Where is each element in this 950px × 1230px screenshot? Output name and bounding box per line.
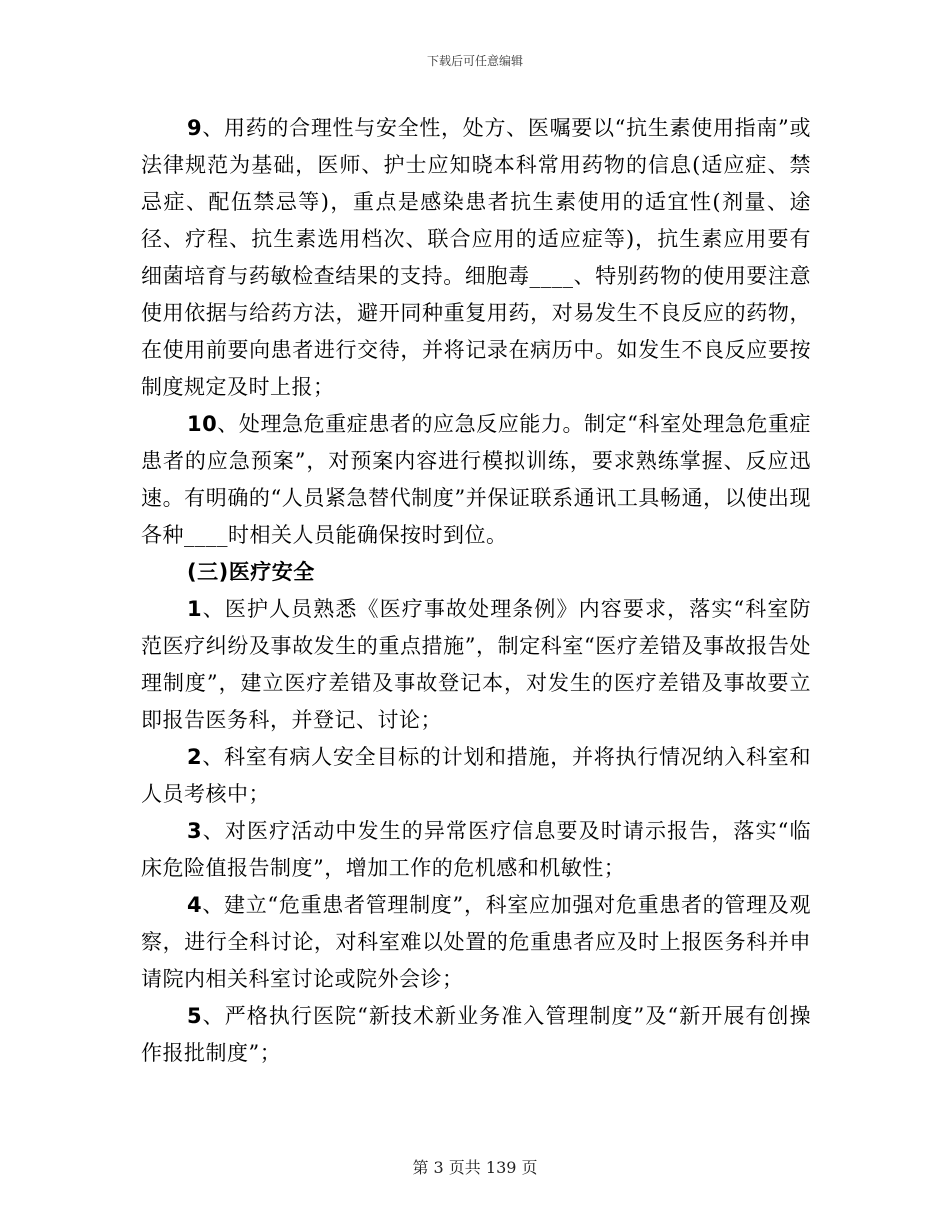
paragraph-text: 、严格执行医院“新技术新业务准入管理制度”及“新开展有创操作报批制度”； bbox=[141, 1004, 811, 1065]
section-item-1 bbox=[141, 591, 811, 739]
paragraph-number: 9 bbox=[187, 116, 203, 140]
paragraph-item-9 bbox=[141, 110, 811, 406]
section-item-2 bbox=[141, 739, 811, 813]
page-header: 下载后可任意编辑 bbox=[426, 54, 523, 68]
paragraph-number: 5 bbox=[187, 1004, 203, 1028]
paragraph-number: 2 bbox=[187, 745, 203, 769]
paragraph-text: 、处理急危重症患者的应急反应能力。制定“科室处理急危重症患者的应急预案”，对预案内容进行模拟训练，要求熟练掌握、反应迅速。有明确的“人员紧急替代制度”并保证联系通讯工具畅通，以使出现各种____时相关人员能确保按时到位。 bbox=[141, 412, 811, 547]
paragraph-number: 10 bbox=[187, 412, 218, 436]
section-item-3 bbox=[141, 813, 811, 887]
paragraph-text: 、用药的合理性与安全性，处方、医嘱要以“抗生素使用指南”或法律规范为基础，医师、护士应知晓本科常用药物的信息(适应症、禁忌症、配伍禁忌等)，重点是感染患者抗生素使用的适宜性(剂量、途径、疗程、抗生素选用档次、联合应用的适应症等)，抗生素应用要有细菌培育与药敏检查结果的支持。细胞毒____、特别药物的使用要注意使用依据与给药方法，避开同种重复用药，对易发生不良反应的药物，在使用前要向患者进行交待，并将记录在病历中。如发生不良反应要按制度规定及时上报； bbox=[141, 116, 811, 399]
paragraph-text: 、科室有病人安全目标的计划和措施，并将执行情况纳入科室和人员考核中； bbox=[141, 745, 811, 806]
paragraph-text: 、对医疗活动中发生的异常医疗信息要及时请示报告，落实“临床危险值报告制度”，增加工作的危机感和机敏性； bbox=[141, 819, 811, 880]
paragraph-number: 4 bbox=[187, 893, 203, 917]
section-item-5 bbox=[141, 998, 811, 1072]
paragraph-text: 、建立“危重患者管理制度”，科室应加强对危重患者的管理及观察，进行全科讨论，对科室难以处置的危重患者应及时上报医务科并申请院内相关科室讨论或院外会诊； bbox=[141, 893, 811, 991]
section-heading: (三)医疗安全 bbox=[187, 560, 315, 584]
section-item-4 bbox=[141, 887, 811, 998]
paragraph-number: 3 bbox=[187, 819, 203, 843]
paragraph-text: 、医护人员熟悉《医疗事故处理条例》内容要求，落实“科室防范医疗纠纷及事故发生的重点措施”，制定科室“医疗差错及事故报告处理制度”，建立医疗差错及事故登记本，对发生的医疗差错及事故要立即报告医务科，并登记、讨论； bbox=[141, 597, 811, 732]
page-footer: 第 3 页共 139 页 bbox=[412, 1158, 538, 1177]
document-body bbox=[141, 110, 811, 1072]
paragraph-number: 1 bbox=[187, 597, 203, 621]
paragraph-item-10 bbox=[141, 406, 811, 554]
